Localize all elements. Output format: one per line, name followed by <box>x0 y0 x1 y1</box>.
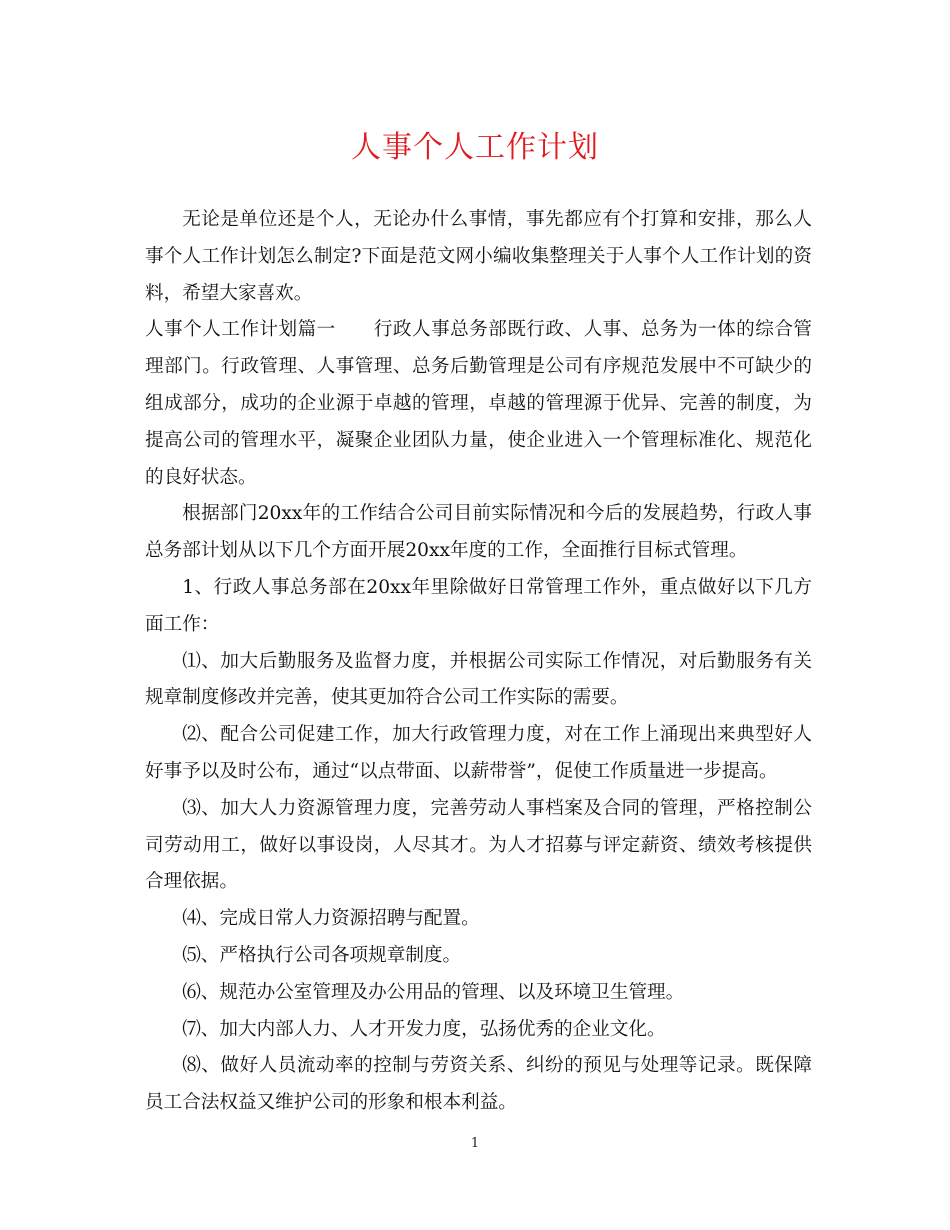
list-item-8: ⑻、做好人员流动率的控制与劳资关系、纠纷的预见与处理等记录。既保障员工合法权益又维护公司的形象和根本利益。 <box>145 1055 812 1114</box>
list-item-5: ⑸、严格执行公司各项规章制度。 <box>182 944 462 966</box>
list-item-2: ⑵、配合公司促建工作，加大行政管理力度，对在工作上涌现出来典型好人好事予以及时公布，通过“以点带面、以薪带誉”，促使工作质量进一步提高。 <box>145 724 812 782</box>
document-body <box>145 202 812 1122</box>
list-item-4: ⑷、完成日常人力资源招聘与配置。 <box>182 908 480 930</box>
list-item-7: ⑺、加大内部人力、人才开发力度，弘扬优秀的企业文化。 <box>182 1018 666 1040</box>
paragraph-plan-basis: 根据部门20xx年的工作结合公司目前实际情况和今后的发展趋势，行政人事总务部计划从以下几个方面开展20xx年度的工作，全面推行目标式管理。 <box>145 503 812 562</box>
page-number: 1 <box>470 1136 480 1151</box>
paragraph-plan-one: 人事个人工作计划篇一 行政人事总务部既行政、人事、总务为一体的综合管理部门。行政管理、人事管理、总务后勤管理是公司有序规范发展中不可缺少的组成部分，成功的企业源于卓越的管理，卓越的管理源于优异、完善的制度，为提高公司的管理水平，凝聚企业团队力量，使企业进入一个管理标准化、规范化的良好状态。 <box>145 319 812 488</box>
paragraph-section-1: 1、行政人事总务部在20xx年里除做好日常管理工作外，重点做好以下几方面工作： <box>145 576 812 635</box>
list-item-6: ⑹、规范办公室管理及办公用品的管理、以及环境卫生管理。 <box>182 981 685 1003</box>
list-item-3: ⑶、加大人力资源管理力度，完善劳动人事档案及合同的管理，严格控制公司劳动用工，做好以事设岗，人尽其才。为人才招募与评定薪资、绩效考核提供合理依据。 <box>145 797 812 893</box>
paragraph-intro: 无论是单位还是个人，无论办什么事情，事先都应有个打算和安排，那么人事个人工作计划怎么制定?下面是范文网小编收集整理关于人事个人工作计划的资料，希望大家喜欢。 <box>145 209 812 304</box>
document-title: 人事个人工作计划 <box>351 130 599 165</box>
list-item-1: ⑴、加大后勤服务及监督力度，并根据公司实际工作情况，对后勤服务有关规章制度修改并完善，使其更加符合公司工作实际的需要。 <box>145 650 812 709</box>
